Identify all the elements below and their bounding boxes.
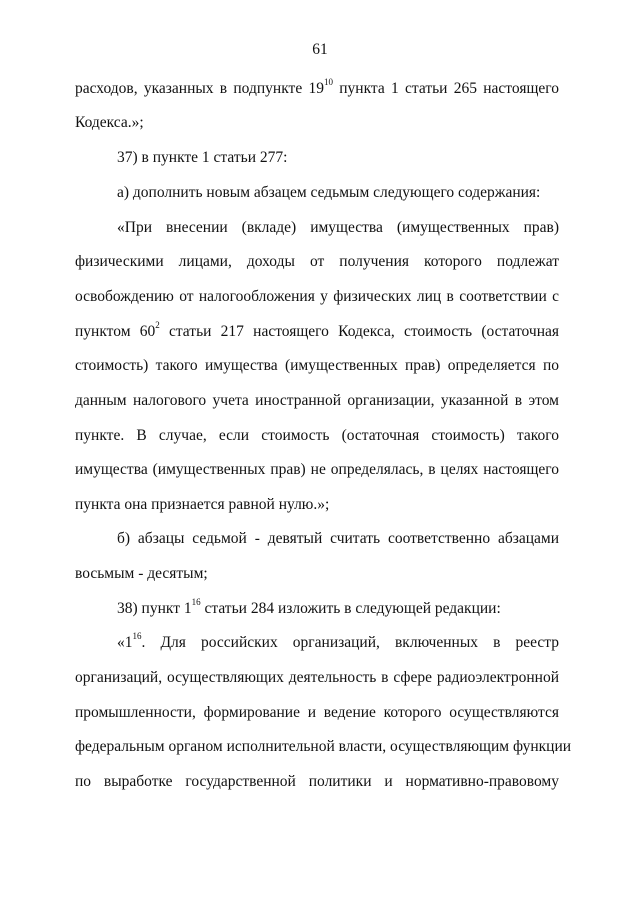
text-line: [75, 76, 559, 99]
text-span: пункта 1 статьи 265 настоящего: [332, 80, 559, 97]
text-span: . Для российских организаций, включенных в реестр: [141, 634, 559, 651]
text-line: [75, 287, 559, 307]
text-span: промышленности, формирование и ведение которого осуществляются: [75, 704, 559, 721]
superscript: 16: [132, 630, 142, 641]
text-line: [117, 630, 559, 653]
text-line: [75, 495, 559, 515]
text-line: [117, 529, 559, 549]
text-line: [75, 772, 559, 792]
text-line: [75, 426, 559, 446]
text-span: 38) пункт 1: [117, 600, 192, 617]
text-span: пункта она признается равной нулю.»;: [75, 496, 330, 513]
text-span: восьмым - десятым;: [75, 565, 208, 582]
text-line: [75, 391, 559, 411]
text-span: данным налогового учета иностранной организации, указанной в этом: [75, 392, 559, 409]
text-span: пунктом 60: [75, 323, 156, 340]
text-span: б) абзацы седьмой - девятый считать соответственно абзацами: [117, 530, 559, 547]
text-span: «При внесении (вкладе) имущества (имущественных прав): [117, 219, 559, 236]
text-line: [75, 356, 559, 376]
text-span: имущества (имущественных прав) не определялась, в целях настоящего: [75, 461, 559, 478]
text-line: [75, 460, 559, 480]
text-line: [75, 113, 559, 133]
text-span: статьи 217 настоящего Кодекса, стоимость (остаточная: [159, 323, 559, 340]
text-span: 37) в пункте 1 статьи 277:: [117, 149, 288, 166]
text-line: [117, 218, 559, 238]
text-span: физическими лицами, доходы от получения которого подлежат: [75, 253, 559, 270]
text-line: [75, 737, 572, 757]
text-span: по выработке государственной политики и нормативно-правовому: [75, 773, 559, 790]
page-number: 61: [312, 41, 328, 58]
text-line: [117, 183, 559, 203]
text-span: Кодекса.»;: [75, 114, 144, 131]
text-span: а) дополнить новым абзацем седьмым следующего содержания:: [117, 184, 541, 201]
text-span: федеральным органом исполнительной власти, осуществляющим функции: [75, 738, 572, 755]
text-line: [75, 564, 559, 584]
text-span: «1: [117, 634, 133, 651]
text-line: [75, 252, 559, 272]
text-span: пункте. В случае, если стоимость (остаточная стоимость) такого: [75, 427, 559, 444]
text-span: расходов, указанных в подпункте 19: [75, 80, 324, 97]
text-line: [75, 319, 559, 342]
text-line: [117, 596, 559, 619]
text-span: статьи 284 изложить в следующей редакции:: [200, 600, 501, 617]
text-span: освобождению от налогообложения у физических лиц в соответствии с: [75, 288, 559, 305]
superscript: 2: [155, 319, 160, 330]
text-span: стоимость) такого имущества (имущественных прав) определяется по: [75, 357, 559, 374]
text-span: организаций, осуществляющих деятельность в сфере радиоэлектронной: [75, 669, 559, 686]
superscript: 10: [323, 76, 333, 87]
text-line: [75, 668, 559, 688]
text-line: [117, 148, 559, 168]
text-line: [75, 703, 559, 723]
superscript: 16: [191, 596, 201, 607]
